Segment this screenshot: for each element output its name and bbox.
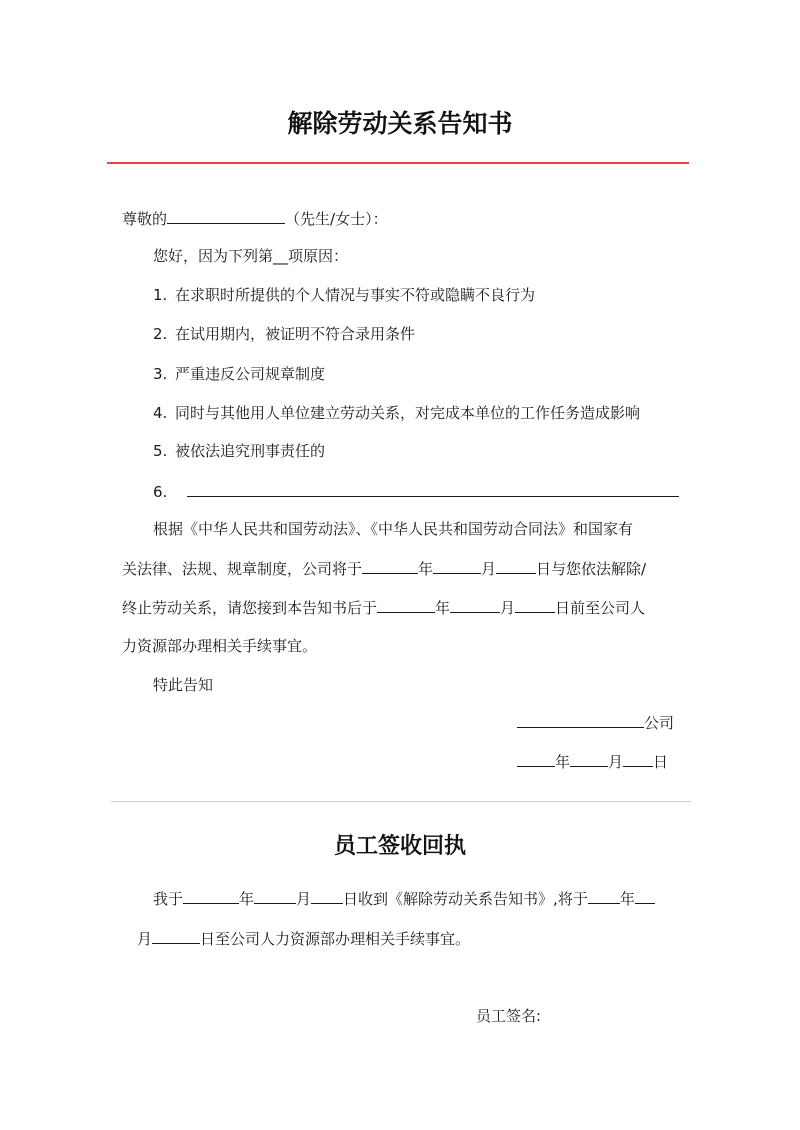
received-month-blank[interactable] (254, 888, 296, 904)
body-line-2: 关法律、法规、规章制度，公司将于 年 月 日与您依法解除/ (122, 560, 647, 578)
handling-month-blank-start[interactable] (635, 888, 655, 904)
notice-day-blank[interactable] (623, 751, 653, 767)
handling-day-blank[interactable] (152, 928, 200, 944)
receipt-title: 员工签收回执 (333, 834, 466, 859)
reason-item-2: 2. 在试用期内，被证明不符合录用条件 (153, 325, 416, 343)
reason-item-1: 1. 在求职时所提供的个人情况与事实不符或隐瞒不良行为 (153, 286, 536, 304)
notice-date-line: 年 月 日 (517, 751, 668, 772)
reason-item-3: 3. 严重违反公司规章制度 (153, 365, 326, 383)
notice-year-blank[interactable] (517, 751, 555, 767)
section-divider (111, 801, 691, 802)
employee-signature-label: 员工签名: (476, 1007, 542, 1025)
company-name-blank[interactable] (517, 712, 644, 728)
body-line-1: 根据《中华人民共和国劳动法》、《中华人民共和国劳动合同法》和国家有 (153, 520, 634, 538)
notice-title: 解除劳动关系告知书 (287, 109, 513, 138)
handling-year-blank[interactable] (588, 888, 620, 904)
termination-month-blank[interactable] (433, 558, 481, 574)
reason-item-5: 5. 被依法追究刑事责任的 (153, 442, 326, 460)
notice-month-blank[interactable] (570, 751, 608, 767)
other-reason-blank[interactable] (187, 481, 679, 497)
received-day-blank[interactable] (311, 888, 343, 904)
deadline-month-blank[interactable] (450, 597, 500, 613)
salutation-prefix: 尊敬的 (122, 210, 168, 228)
received-year-blank[interactable] (183, 888, 239, 904)
termination-year-blank[interactable] (362, 558, 418, 574)
company-signature-line: 公司 (517, 712, 674, 733)
closing-remark: 特此告知 (153, 676, 214, 694)
reason-item-6: 6. (153, 481, 679, 502)
greeting: 您好，因为下列第__项原因： (153, 247, 349, 265)
body-line-4: 力资源部办理相关手续事宜。 (122, 637, 318, 655)
title-divider (107, 162, 689, 164)
receipt-line-1: 我于 年 月 日收到《解除劳动关系告知书》,将于 年 (153, 888, 655, 909)
receipt-line-2: 月 日至公司人力资源部办理相关手续事宜。 (137, 930, 471, 948)
deadline-day-blank[interactable] (515, 597, 555, 613)
employee-name-blank[interactable] (167, 208, 285, 224)
deadline-year-blank[interactable] (377, 597, 435, 613)
salutation-suffix: （先生/女士）： (285, 210, 388, 228)
body-line-3: 终止劳动关系，请您接到本告知书后于 年 月 日前至公司人 (122, 599, 646, 617)
reason-item-4: 4. 同时与其他用人单位建立劳动关系，对完成本单位的工作任务造成影响 (153, 404, 641, 422)
salutation-line (122, 208, 388, 229)
termination-day-blank[interactable] (496, 558, 536, 574)
